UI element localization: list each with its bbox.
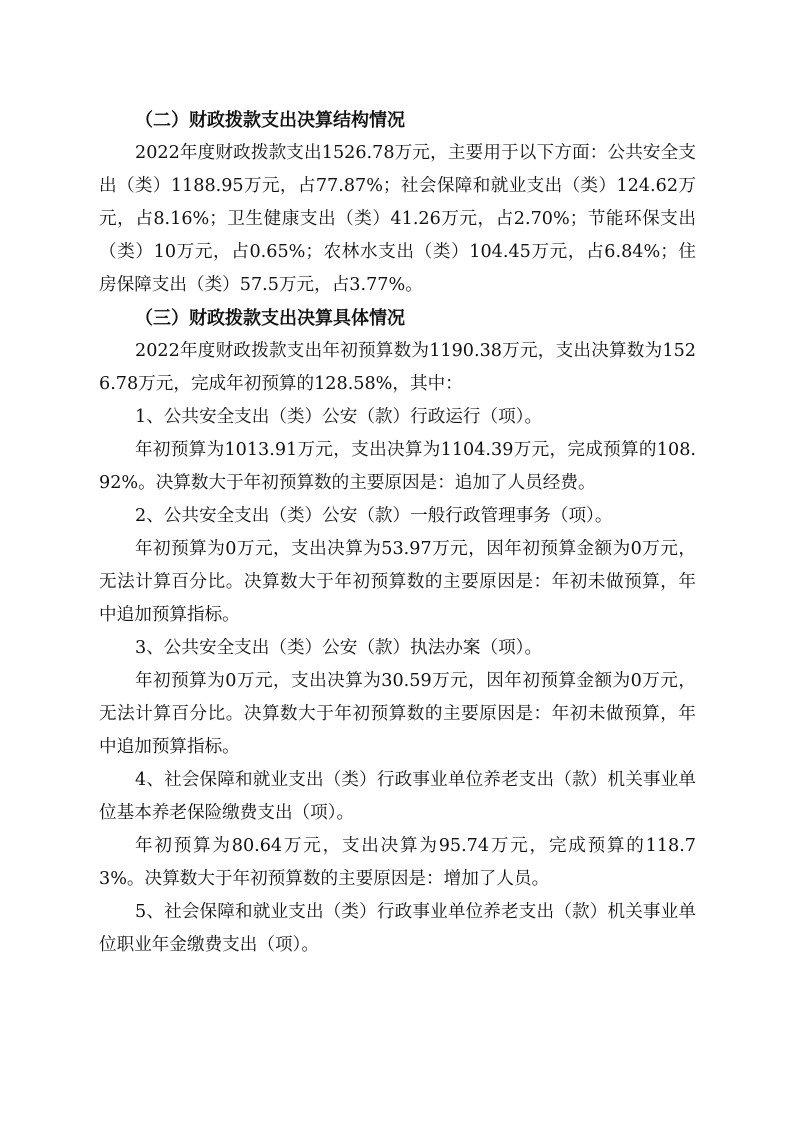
item-title: 3、公共安全支出（类）公安（款）执法办案（项）。 xyxy=(135,638,543,658)
item-detail: 年初预算为1013.91万元，支出决算为1104.39万元，完成预算的108.92%。决算数大于年初预算数的主要原因是：追加了人员经费。 xyxy=(99,440,696,493)
section-heading-details: （三）财政拨款支出决算具体情况 xyxy=(135,308,405,329)
item-detail: 年初预算为0万元，支出决算为30.59万元，因年初预算金额为0万元，无法计算百分比。决算数大于年初预算数的主要原因是：年初未做预算，年中追加预算指标。 xyxy=(99,671,696,757)
item-detail: 年初预算为80.64万元，支出决算为95.74万元，完成预算的118.73%。决算数大于年初预算数的主要原因是：增加了人员。 xyxy=(99,836,696,889)
structure-paragraph: 2022年度财政拨款支出1526.78万元，主要用于以下方面：公共安全支出（类）1188.95万元，占77.87%；社会保障和就业支出（类）124.62万元，占8.16%；卫生健康支出（类）41.26万元，占2.70%；节能环保支出（类）10万元，占0.65%；农林水支出（类）104.45万元，占6.84%；住房保障支出（类）57.5万元，占3.77%。 xyxy=(99,143,696,295)
item-title: 2、公共安全支出（类）公安（款）一般行政管理事务（项）。 xyxy=(135,506,613,526)
item-title: 5、社会保障和就业支出（类）行政事业单位养老支出（款）机关事业单位职业年金缴费支出（项）。 xyxy=(99,902,696,955)
section-heading-structure: （二）财政拨款支出决算结构情况 xyxy=(135,110,405,131)
document-body xyxy=(99,104,696,962)
item-title: 4、社会保障和就业支出（类）行政事业单位养老支出（款）机关事业单位基本养老保险缴费支出（项）。 xyxy=(99,770,696,823)
item-title: 1、公共安全支出（类）公安（款）行政运行（项）。 xyxy=(135,407,543,427)
item-detail: 年初预算为0万元，支出决算为53.97万元，因年初预算金额为0万元，无法计算百分比。决算数大于年初预算数的主要原因是：年初未做预算，年中追加预算指标。 xyxy=(99,539,696,625)
details-intro-paragraph: 2022年度财政拨款支出年初预算数为1190.38万元，支出决算数为1526.78万元，完成年初预算的128.58%，其中： xyxy=(99,341,696,394)
